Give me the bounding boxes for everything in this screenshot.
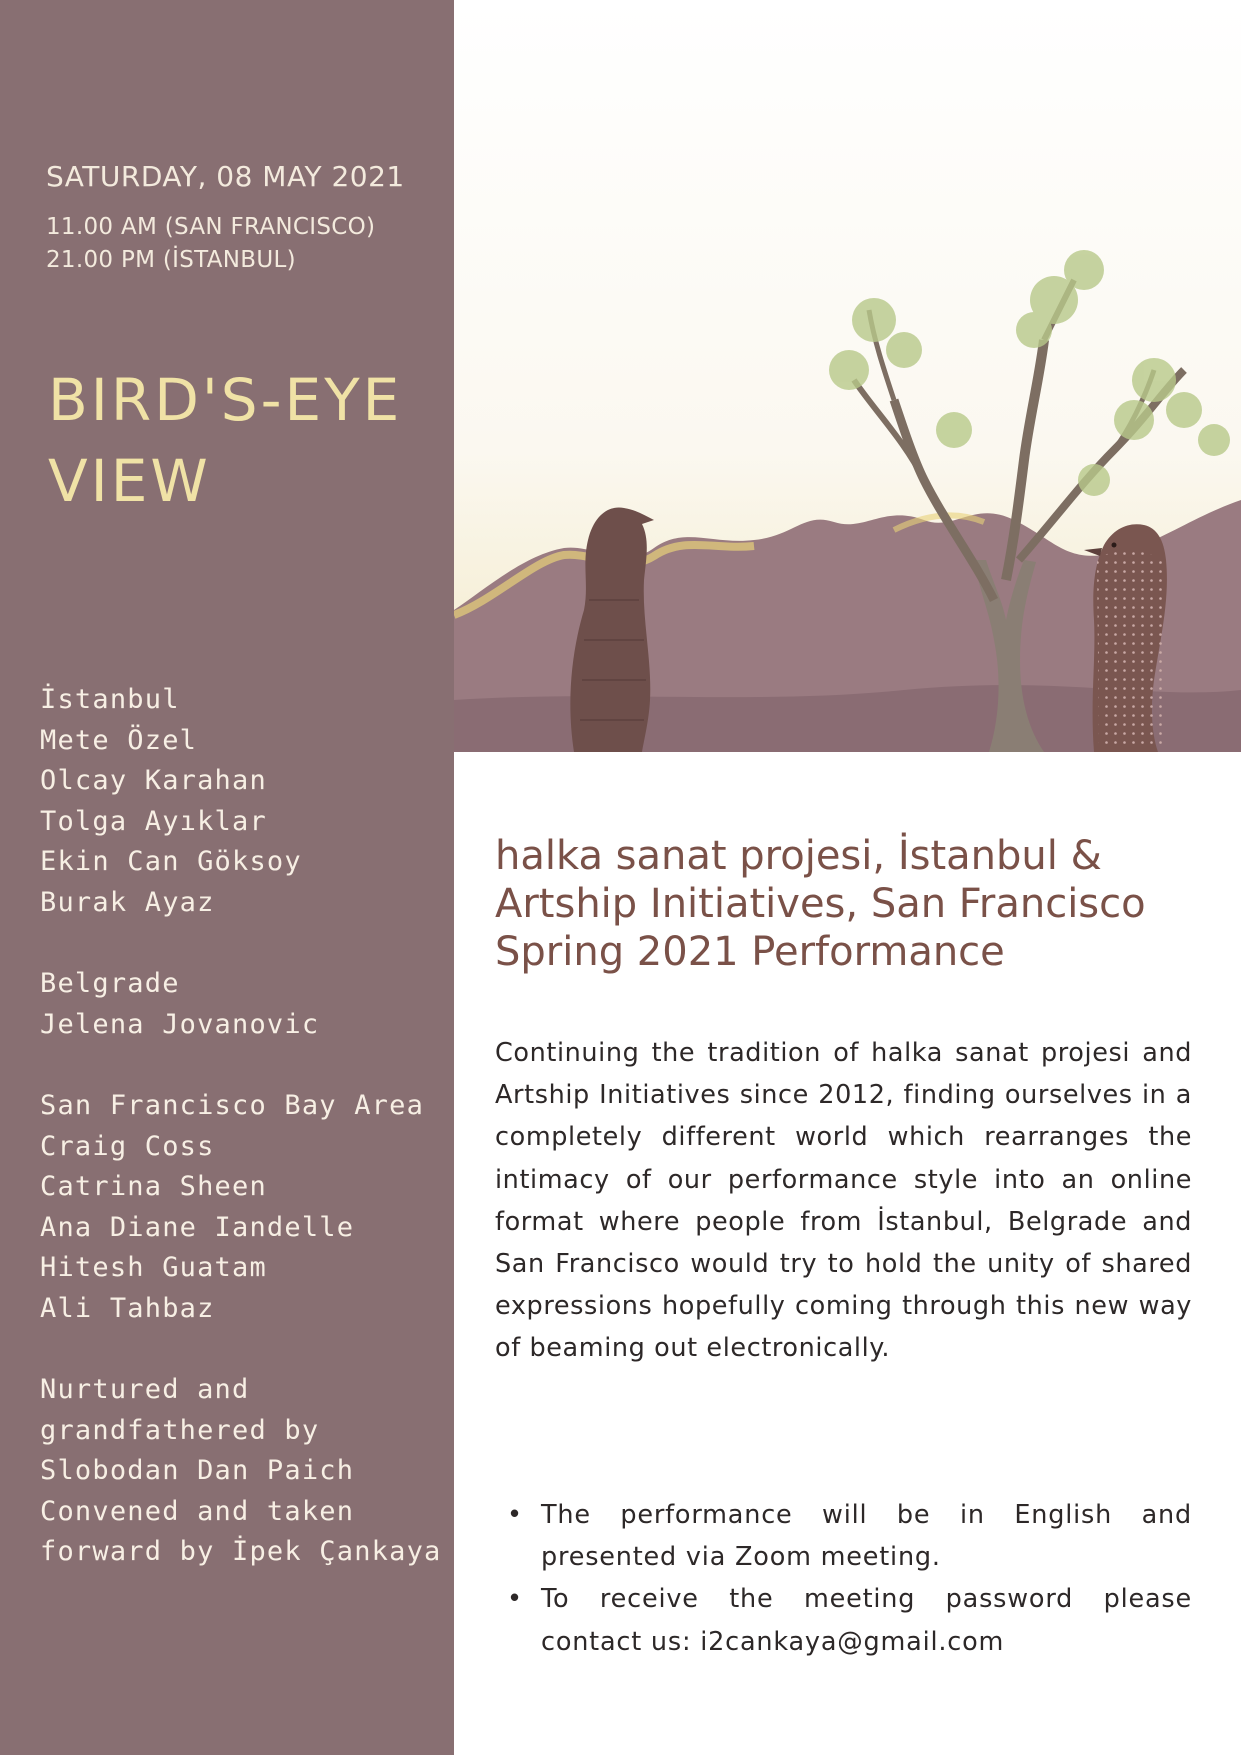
bullet-dot: •	[507, 1584, 523, 1615]
heading-line: halka sanat projesi, İstanbul &	[495, 833, 1102, 879]
location-istanbul: İstanbul	[40, 684, 180, 715]
heading-line: Spring 2021 Performance	[495, 929, 1005, 975]
bullet-text: The performance will be in English and presented via Zoom meeting.	[541, 1500, 1192, 1573]
birds-and-tree-illustration	[454, 0, 1241, 752]
participant-name: Olcay Karahan	[40, 765, 267, 797]
participant-name: Craig Coss	[40, 1130, 215, 1162]
bullet-language	[495, 1494, 1192, 1578]
participant-name: Mete Özel	[40, 724, 198, 756]
credits-line: forward by İpek Çankaya	[40, 1536, 442, 1568]
bullet-contact	[495, 1578, 1192, 1662]
participant-name: Jelena Jovanovic	[40, 1008, 320, 1040]
participant-name: Ali Tahbaz	[40, 1292, 215, 1324]
artwork-image	[454, 0, 1241, 752]
event-time-istanbul: 21.00 PM (İSTANBUL)	[46, 247, 296, 273]
participants-list	[40, 680, 441, 1573]
event-title-line-2: VIEW	[48, 447, 211, 515]
event-date: SATURDAY, 08 MAY 2021	[46, 160, 405, 193]
credits-line: Convened and taken	[40, 1495, 355, 1527]
credits-line: Slobodan Dan Paich	[40, 1455, 355, 1487]
credits-line: grandfathered by	[40, 1414, 320, 1446]
bullet-dot: •	[507, 1500, 523, 1530]
credits-line: Nurtured and	[40, 1374, 250, 1406]
sidebar-panel	[0, 0, 454, 1755]
location-belgrade: Belgrade	[40, 968, 180, 1000]
participant-name: Catrina Sheen	[40, 1171, 267, 1203]
participant-name: Ekin Can Göksoy	[40, 846, 302, 878]
heading-line: Artship Initiatives, San Francisco	[495, 881, 1146, 927]
participant-name: Burak Ayaz	[40, 886, 215, 918]
info-bullet-list	[495, 1494, 1192, 1663]
event-title-line-1: BIRD'S-EYE	[48, 366, 403, 434]
description-paragraph: Continuing the tradition of halka sanat projesi and Artship Initiatives since 2012, finding ourselves in a completely different world which rearranges the intimacy of our performance style into an online format where people from İstanbul, Belgrade and San Francisco would try to hold the unity of shared expressions hopefully coming through this new way of beaming out electronically.	[495, 1038, 1192, 1364]
location-san-francisco: San Francisco Bay Area	[40, 1089, 425, 1121]
participant-name: Ana Diane Iandelle	[40, 1211, 355, 1243]
participant-name: Hitesh Guatam	[40, 1252, 267, 1284]
event-time-san-francisco: 11.00 AM (SAN FRANCISCO)	[46, 214, 376, 240]
participant-name: Tolga Ayıklar	[40, 805, 267, 837]
performance-heading	[495, 832, 1195, 976]
bullet-text: To receive the meeting password please contact us: i2cankaya@gmail.com	[541, 1584, 1192, 1657]
